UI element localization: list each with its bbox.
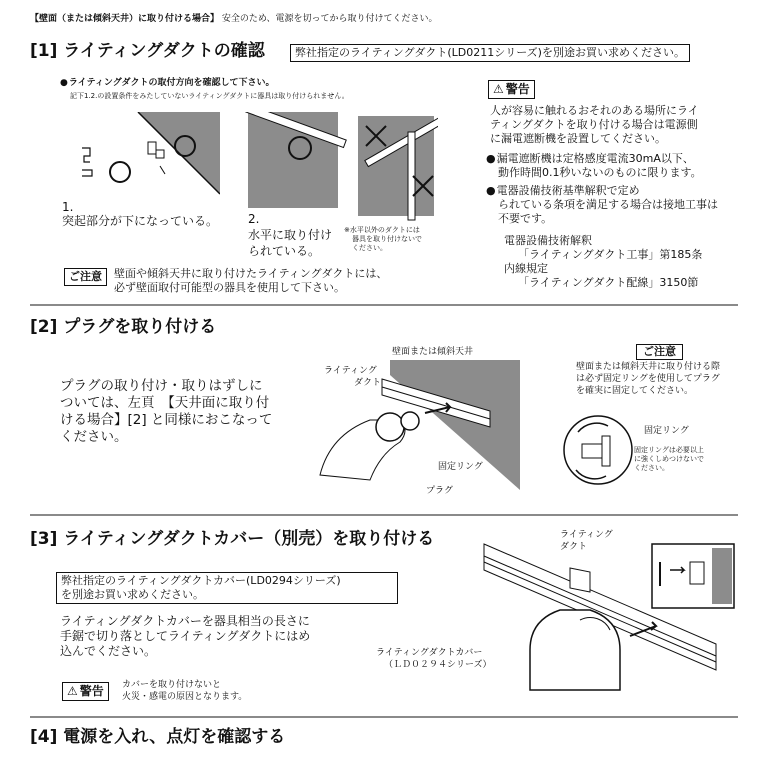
cond1-text: 突起部分が下になっている。 — [62, 214, 219, 228]
s3-warning-label: 警告 — [79, 684, 104, 698]
s2-label-ring: 固定リング — [438, 462, 483, 472]
s2-body-2: ついては、左頁 【天井面に取り付 — [60, 395, 270, 411]
section1-heading: [1] ライティングダクトの確認 — [30, 41, 265, 61]
s1-ref-3: 内線規定 — [504, 262, 548, 275]
s3-body-3: 込んでください。 — [60, 644, 157, 658]
intro-line — [30, 14, 438, 25]
s2-label-plug: プラグ — [426, 486, 454, 496]
s1-warning-line-3: に漏電遮断機を設置してください。 — [490, 132, 666, 145]
s2-ring-note-1: 固定リングは必要以上 — [634, 446, 704, 454]
cond-note-1: ※水平以外のダクトには — [344, 226, 420, 234]
s1-caution-line-1: 壁面や傾斜天井に取り付けたライティングダクトには、 — [114, 267, 388, 280]
s3-body-1: ライティングダクトカバーを器具相当の長さに — [60, 614, 310, 628]
section-divider — [30, 716, 738, 718]
s2-label-wall: 壁面または傾斜天井 — [392, 347, 474, 357]
s3-warning-line-1: カバーを取り付けないと — [122, 680, 222, 690]
s3-purchase-line-2: を別途お買い求めください。 — [61, 588, 204, 601]
cond1-num: 1. — [62, 200, 74, 214]
s3-body-2: 手鋸で切り落としてライティングダクトにはめ — [60, 629, 311, 643]
s2-caution-label: ご注意 — [636, 344, 683, 360]
plug-install-figure — [310, 355, 520, 505]
cond2-line1: 水平に取り付け — [248, 228, 333, 242]
intro-bracket: 【壁面（または傾斜天井）に取り付ける場合】 — [30, 14, 220, 24]
section3-heading: [3] ライティングダクトカバー（別売）を取り付ける — [30, 529, 435, 549]
s3-label-duct-2: ダクト — [560, 542, 588, 552]
cond2-num: 2. — [248, 212, 260, 226]
cond-note-2: 器具を取り付けないで — [352, 235, 422, 243]
duct-wrong-direction-figure — [358, 112, 438, 222]
s2-body-3: ける場合】[2] と同様におこなって — [60, 412, 273, 428]
s1-ref-4: 「ライティングダクト配線」3150節 — [518, 276, 699, 289]
s1-warning-line-1: 人が容易に触れるおそれのある場所にライ — [490, 104, 699, 117]
s1-bullet1-line-2: 動作時間0.1秒いないのものに限ります。 — [498, 166, 702, 179]
s1-caution-line-2: 必ず壁面取付可能型の器具を使用して下さい。 — [114, 281, 345, 294]
section4-heading: [4] 電源を入れ、点灯を確認する — [30, 727, 286, 747]
cond2-line2: られている。 — [248, 244, 321, 258]
s3-purchase-box — [56, 572, 398, 604]
s2-label-duct-2: ダクト — [354, 378, 382, 388]
s3-label-cover-1: ライティングダクトカバー — [376, 648, 483, 658]
s1-ref-1: 電器設備技術解釈 — [504, 234, 592, 247]
s1-ref-2: 「ライティングダクト工事」第185条 — [518, 248, 703, 261]
s3-label-cover-2: （ＬＤ０２９４シリーズ） — [384, 660, 492, 670]
s1-bullet1-line-1: ● 漏電遮断機は定格感度電流30mA以下、 — [486, 152, 694, 166]
warning-icon: ⚠ — [67, 684, 78, 698]
s1-bullet2-line-3: 不要です。 — [498, 212, 553, 225]
section-divider — [30, 514, 738, 516]
s1-purchase-note: 弊社指定のライティングダクト(LD0211シリーズ)を別途お買い求めください。 — [290, 44, 690, 62]
s1-check-sub: 記下1.2.の設置条件をみたしていないライティングダクトに器具は取り付けられません。 — [70, 92, 349, 100]
fixing-ring-figure — [560, 412, 636, 488]
duct-cover-figure — [480, 540, 736, 700]
s3-warning-line-2: 火災・感電の原因となります。 — [122, 692, 248, 702]
s1-bullet2-line-2: られている条項を満足する場合は接地工事は — [498, 198, 718, 211]
s2-ring-label: 固定リング — [644, 426, 689, 436]
s1-bullet2-line-1: ● 電器設備技術基準解釈で定め — [486, 184, 640, 198]
s2-caution-line-2: は必ず固定リングを使用してプラグ — [576, 374, 720, 384]
s2-ring-note-3: ください。 — [634, 464, 669, 472]
duct-direction-figure-2 — [240, 112, 350, 212]
s1-caution-label: ご注意 — [64, 268, 107, 286]
s2-ring-note-2: に強くしめつけないで — [634, 455, 704, 463]
s2-caution-line-1: 壁面または傾斜天井に取り付ける際 — [576, 362, 721, 372]
s2-body-1: プラグの取り付け・取りはずしに — [60, 378, 263, 394]
s2-label-duct-1: ライティング — [324, 366, 377, 376]
s1-warning-line-2: ティングダクトを取り付ける場合は電源側 — [490, 118, 698, 131]
s2-caution-line-3: を確実に固定してください。 — [576, 386, 694, 396]
cond-note-3: ください。 — [352, 244, 387, 252]
section-divider — [30, 304, 738, 306]
s1-warning-box — [488, 80, 535, 99]
section2-heading: [2] プラグを取り付ける — [30, 317, 217, 337]
s3-purchase-line-1: 弊社指定のライティングダクトカバー(LD0294シリーズ) — [61, 574, 341, 587]
duct-direction-figure-1 — [60, 112, 220, 212]
s1-check-title: ● ライティングダクトの取付方向を確認して下さい。 — [60, 78, 275, 89]
warning-icon: ⚠ — [493, 82, 504, 96]
s3-warning-box — [62, 682, 109, 701]
s2-body-4: ください。 — [60, 429, 128, 445]
s3-label-duct-1: ライティング — [560, 530, 613, 540]
s1-warning-label: 警告 — [505, 82, 530, 96]
intro-note: 安全のため、電源を切ってから取り付けてください。 — [221, 14, 438, 24]
